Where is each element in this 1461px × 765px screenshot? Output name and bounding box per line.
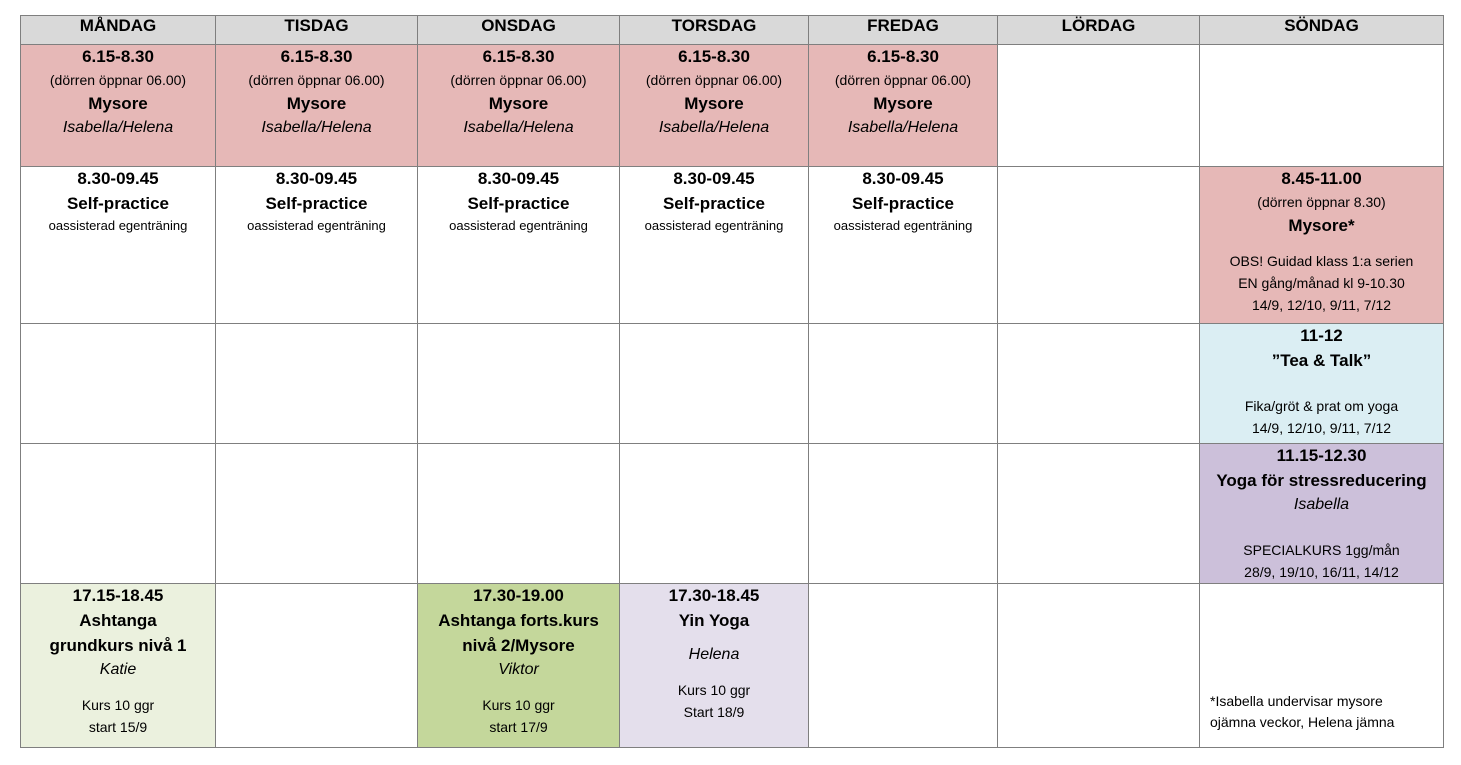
session-desc: oassisterad egenträning bbox=[644, 218, 784, 233]
header-row bbox=[21, 16, 1444, 45]
empty-cell bbox=[620, 324, 809, 444]
door-note: (dörren öppnar 06.00) bbox=[450, 72, 587, 88]
empty-cell bbox=[216, 444, 418, 584]
session-time: 8.30-09.45 bbox=[275, 169, 358, 188]
session-desc: oassisterad egenträning bbox=[48, 218, 188, 233]
session-time: 11-12 bbox=[1300, 326, 1343, 345]
session-teacher: Isabella/Helena bbox=[463, 119, 574, 136]
session-teacher: Isabella bbox=[1293, 496, 1350, 513]
self-practice-tuesday bbox=[216, 167, 418, 324]
session-name: Ashtanga forts.kurs bbox=[438, 611, 599, 630]
course-length: Kurs 10 ggr bbox=[81, 697, 155, 713]
session-time: 8.30-09.45 bbox=[477, 169, 560, 188]
footnote-cell bbox=[1200, 584, 1444, 748]
empty-cell bbox=[1200, 45, 1444, 167]
session-name: ”Tea & Talk” bbox=[1271, 351, 1372, 370]
session-teacher: Helena bbox=[688, 646, 740, 663]
footnote-line: *Isabella undervisar mysore bbox=[1210, 693, 1383, 709]
row-early-morning bbox=[21, 45, 1444, 167]
session-time: 17.30-18.45 bbox=[668, 586, 760, 605]
session-teacher: Isabella/Helena bbox=[261, 119, 372, 136]
stress-yoga-session bbox=[1200, 444, 1444, 584]
session-name: Mysore bbox=[873, 94, 933, 113]
ashtanga-basic-course bbox=[21, 584, 216, 748]
session-name: Mysore bbox=[488, 94, 549, 113]
schedule-table bbox=[20, 15, 1444, 748]
session-time: 17.30-19.00 bbox=[473, 586, 564, 605]
session-teacher: Viktor bbox=[498, 661, 539, 678]
session-time: 6.15-8.30 bbox=[482, 47, 555, 66]
self-practice-thursday bbox=[620, 167, 809, 324]
ashtanga-continuation-course bbox=[418, 584, 620, 748]
empty-cell bbox=[809, 444, 998, 584]
empty-cell bbox=[809, 324, 998, 444]
session-teacher: Isabella/Helena bbox=[658, 119, 770, 136]
empty-cell bbox=[418, 444, 620, 584]
session-time: 6.15-8.30 bbox=[867, 47, 939, 66]
empty-cell bbox=[998, 45, 1200, 167]
empty-cell bbox=[620, 444, 809, 584]
door-note: (dörren öppnar 06.00) bbox=[645, 72, 783, 88]
day-header-thursday: TORSDAG bbox=[620, 16, 809, 45]
empty-cell bbox=[418, 324, 620, 444]
door-note: (dörren öppnar 8.30) bbox=[1257, 194, 1386, 210]
mysore-session-tuesday bbox=[216, 45, 418, 167]
day-header-friday: FREDAG bbox=[809, 16, 998, 45]
session-name: Mysore bbox=[88, 94, 148, 113]
course-start: start 17/9 bbox=[489, 719, 548, 735]
session-time: 17.15-18.45 bbox=[72, 586, 164, 605]
session-name: Self-practice bbox=[467, 194, 570, 213]
session-desc: Fika/gröt & prat om yoga bbox=[1244, 398, 1399, 414]
empty-cell bbox=[998, 324, 1200, 444]
session-name-level: grundkurs nivå 1 bbox=[49, 636, 187, 655]
session-desc: oassisterad egenträning bbox=[833, 218, 973, 233]
obs-note: OBS! Guidad klass 1:a serien bbox=[1229, 253, 1414, 269]
row-midday bbox=[21, 444, 1444, 584]
empty-cell bbox=[998, 584, 1200, 748]
session-name: Self-practice bbox=[66, 194, 170, 213]
session-name: Mysore bbox=[684, 94, 744, 113]
empty-cell bbox=[21, 444, 216, 584]
course-length: Kurs 10 ggr bbox=[482, 697, 555, 713]
session-name: Ashtanga bbox=[79, 611, 157, 630]
session-teacher: Isabella/Helena bbox=[62, 119, 174, 136]
day-header-monday: MÅNDAG bbox=[21, 16, 216, 45]
self-practice-wednesday bbox=[418, 167, 620, 324]
empty-cell bbox=[809, 584, 998, 748]
empty-cell bbox=[998, 444, 1200, 584]
footnote-line: ojämna veckor, Helena jämna bbox=[1210, 714, 1395, 730]
day-header-sunday: SÖNDAG bbox=[1200, 16, 1444, 45]
tea-talk-session bbox=[1200, 324, 1444, 444]
session-time: 8.30-09.45 bbox=[862, 169, 944, 188]
empty-cell bbox=[216, 584, 418, 748]
door-note: (dörren öppnar 06.00) bbox=[834, 72, 972, 88]
session-desc: oassisterad egenträning bbox=[247, 218, 386, 233]
mysore-session-friday bbox=[809, 45, 998, 167]
session-time: 6.15-8.30 bbox=[82, 47, 154, 66]
session-time: 11.15-12.30 bbox=[1276, 446, 1367, 465]
door-note: (dörren öppnar 06.00) bbox=[49, 72, 187, 88]
course-start: start 15/9 bbox=[88, 719, 148, 735]
session-time: 6.15-8.30 bbox=[678, 47, 750, 66]
empty-cell bbox=[21, 324, 216, 444]
session-name: Yin Yoga bbox=[678, 611, 750, 630]
mysore-session-monday bbox=[21, 45, 216, 167]
day-header-saturday: LÖRDAG bbox=[998, 16, 1200, 45]
row-morning bbox=[21, 167, 1444, 324]
empty-cell bbox=[216, 324, 418, 444]
self-practice-friday bbox=[809, 167, 998, 324]
mysore-session-thursday bbox=[620, 45, 809, 167]
course-length: Kurs 10 ggr bbox=[677, 682, 751, 698]
session-teacher: Katie bbox=[99, 661, 137, 678]
session-name: Yoga för stressreducering bbox=[1216, 471, 1427, 490]
footnote bbox=[1200, 691, 1443, 747]
session-desc: oassisterad egenträning bbox=[449, 218, 588, 233]
day-header-tuesday: TISDAG bbox=[216, 16, 418, 45]
session-time: 8.45-11.00 bbox=[1281, 169, 1362, 188]
row-evening bbox=[21, 584, 1444, 748]
yin-yoga-course bbox=[620, 584, 809, 748]
session-name: Self-practice bbox=[662, 194, 766, 213]
course-start: Start 18/9 bbox=[683, 704, 745, 720]
session-name: Self-practice bbox=[265, 194, 368, 213]
session-name: Mysore* bbox=[1288, 216, 1355, 235]
session-dates: 28/9, 19/10, 16/11, 14/12 bbox=[1244, 564, 1399, 580]
session-time: 6.15-8.30 bbox=[280, 47, 353, 66]
row-late-morning bbox=[21, 324, 1444, 444]
session-desc: SPECIALKURS 1gg/mån bbox=[1243, 542, 1400, 558]
mysore-session-wednesday bbox=[418, 45, 620, 167]
session-time: 8.30-09.45 bbox=[77, 169, 159, 188]
mysore-session-sunday bbox=[1200, 167, 1444, 324]
session-dates: 14/9, 12/10, 9/11, 7/12 bbox=[1251, 420, 1392, 436]
session-name-level: nivå 2/Mysore bbox=[462, 636, 575, 655]
door-note: (dörren öppnar 06.00) bbox=[248, 72, 385, 88]
self-practice-monday bbox=[21, 167, 216, 324]
session-teacher: Isabella/Helena bbox=[847, 119, 959, 136]
session-name: Mysore bbox=[286, 94, 347, 113]
day-header-wednesday: ONSDAG bbox=[418, 16, 620, 45]
empty-cell bbox=[998, 167, 1200, 324]
obs-note-frequency: EN gång/månad kl 9-10.30 bbox=[1238, 275, 1405, 291]
session-time: 8.30-09.45 bbox=[673, 169, 755, 188]
session-name: Self-practice bbox=[851, 194, 955, 213]
obs-dates: 14/9, 12/10, 9/11, 7/12 bbox=[1251, 297, 1392, 313]
